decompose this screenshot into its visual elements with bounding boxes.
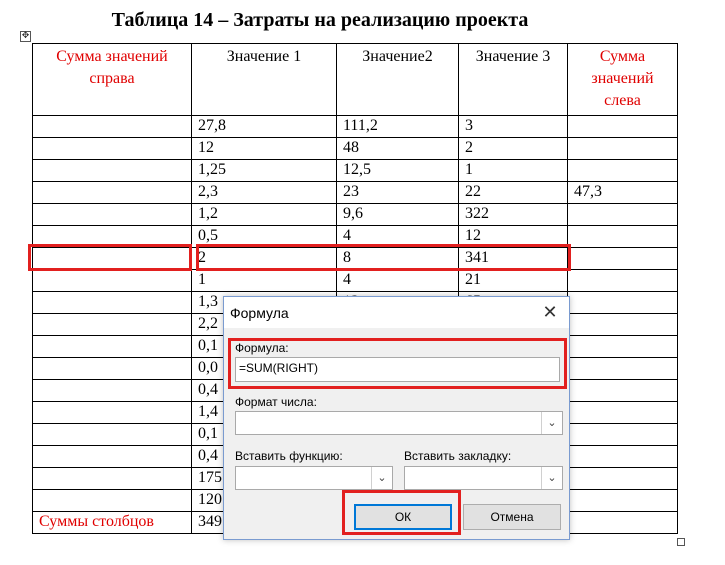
table-cell[interactable]: 1,2 (192, 204, 337, 226)
table-cell[interactable]: 4 (337, 270, 459, 292)
table-cell[interactable]: 22 (459, 182, 568, 204)
table-cell[interactable]: 2 (192, 248, 337, 270)
table-row (33, 182, 678, 204)
insert-function-select[interactable] (235, 466, 393, 490)
formula-label: Формула: (235, 341, 289, 355)
ok-button[interactable]: ОК (354, 504, 452, 530)
table-cell[interactable] (568, 226, 678, 248)
table-header-row (33, 44, 678, 116)
table-cell[interactable] (568, 512, 678, 534)
table-resize-handle[interactable] (677, 538, 685, 546)
table-cell[interactable]: 12 (192, 138, 337, 160)
dialog-title: Формула (230, 305, 289, 321)
table-cell[interactable]: 12 (459, 226, 568, 248)
table-cell[interactable] (568, 490, 678, 512)
table-cell[interactable] (33, 292, 192, 314)
table-cell[interactable]: 2 (459, 138, 568, 160)
table-cell[interactable]: 48 (337, 138, 459, 160)
table-cell[interactable] (568, 292, 678, 314)
table-cell[interactable]: 341 (459, 248, 568, 270)
header-cell: Значение 3 (459, 44, 568, 116)
table-cell[interactable] (568, 248, 678, 270)
table-cell[interactable]: 1 (459, 160, 568, 182)
table-cell[interactable]: 1,4 (192, 402, 337, 424)
table-cell[interactable]: 349 (192, 512, 337, 534)
table-cell[interactable] (33, 336, 192, 358)
table-cell[interactable] (568, 314, 678, 336)
table-cell[interactable]: 1 (192, 270, 337, 292)
table-cell[interactable] (33, 182, 192, 204)
cancel-button[interactable]: Отмена (463, 504, 561, 530)
table-cell[interactable]: 3 (459, 116, 568, 138)
table-cell[interactable] (568, 116, 678, 138)
table-cell[interactable] (33, 248, 192, 270)
insert-function-label: Вставить функцию: (235, 449, 343, 463)
table-row (33, 116, 678, 138)
table-cell[interactable]: 47,3 (568, 182, 678, 204)
table-cell[interactable] (568, 424, 678, 446)
table-cell[interactable]: 2,2 (192, 314, 337, 336)
document-title: Таблица 14 – Затраты на реализацию проекта (111, 9, 529, 31)
insert-bookmark-label: Вставить закладку: (404, 449, 512, 463)
table-cell[interactable] (568, 138, 678, 160)
table-cell[interactable]: 0,4 (192, 380, 337, 402)
table-cell[interactable] (568, 336, 678, 358)
table-cell[interactable]: 27,8 (192, 116, 337, 138)
table-cell[interactable] (33, 160, 192, 182)
table-cell[interactable] (33, 468, 192, 490)
table-cell[interactable] (568, 160, 678, 182)
formula-dialog (223, 296, 570, 540)
table-cell[interactable] (33, 424, 192, 446)
table-cell[interactable] (568, 446, 678, 468)
table-cell[interactable]: 0,0 (192, 358, 337, 380)
table-cell[interactable]: 111,2 (337, 116, 459, 138)
chevron-down-icon[interactable]: ⌄ (541, 412, 562, 434)
table-cell[interactable]: 175 (192, 468, 337, 490)
table-cell[interactable]: 0,5 (192, 226, 337, 248)
table-cell[interactable] (33, 358, 192, 380)
table-cell[interactable]: 12,5 (337, 160, 459, 182)
table-cell[interactable] (33, 116, 192, 138)
table-cell[interactable]: 322 (459, 204, 568, 226)
table-cell[interactable]: 1,25 (192, 160, 337, 182)
table-row (33, 160, 678, 182)
table-cell[interactable] (33, 402, 192, 424)
header-cell: Сумма значений справа (33, 44, 192, 116)
table-cell[interactable] (568, 204, 678, 226)
number-format-label: Формат числа: (235, 395, 317, 409)
number-format-select[interactable] (235, 411, 563, 435)
table-cell[interactable]: 2,3 (192, 182, 337, 204)
insert-bookmark-select[interactable] (404, 466, 563, 490)
table-cell[interactable]: 8 (337, 248, 459, 270)
chevron-down-icon[interactable]: ⌄ (371, 467, 392, 489)
table-cell[interactable] (33, 138, 192, 160)
table-cell[interactable] (33, 204, 192, 226)
table-move-handle-icon[interactable]: ✥ (21, 31, 30, 41)
table-row (33, 248, 678, 270)
table-cell[interactable] (33, 380, 192, 402)
table-cell[interactable] (568, 270, 678, 292)
table-cell[interactable] (33, 314, 192, 336)
table-cell[interactable] (33, 446, 192, 468)
table-cell[interactable] (33, 226, 192, 248)
table-cell[interactable]: 0,1 (192, 336, 337, 358)
table-cell[interactable]: Суммы столбцов (33, 512, 192, 534)
table-cell[interactable]: 0,4 (192, 446, 337, 468)
table-row (33, 270, 678, 292)
table-cell[interactable]: 0,1 (192, 424, 337, 446)
table-cell[interactable] (568, 468, 678, 490)
header-cell: Значение2 (337, 44, 459, 116)
dialog-titlebar[interactable] (224, 297, 569, 328)
table-cell[interactable]: 23 (337, 182, 459, 204)
close-icon[interactable]: ✕ (542, 302, 558, 322)
table-row (33, 138, 678, 160)
table-row (33, 226, 678, 248)
table-cell[interactable]: 9,6 (337, 204, 459, 226)
formula-input[interactable]: =SUM(RIGHT) (235, 357, 560, 382)
table-cell[interactable] (33, 270, 192, 292)
header-cell: Сумма значений слева (568, 44, 678, 116)
chevron-down-icon[interactable]: ⌄ (541, 467, 562, 489)
table-cell[interactable]: 21 (459, 270, 568, 292)
table-cell[interactable] (568, 358, 678, 380)
table-cell[interactable]: 1,3 (192, 292, 337, 314)
table-row (33, 204, 678, 226)
table-cell[interactable] (33, 490, 192, 512)
header-cell: Значение 1 (192, 44, 337, 116)
table-cell[interactable] (568, 380, 678, 402)
table-cell[interactable] (568, 402, 678, 424)
table-cell[interactable]: 120 (192, 490, 337, 512)
table-cell[interactable]: 4 (337, 226, 459, 248)
